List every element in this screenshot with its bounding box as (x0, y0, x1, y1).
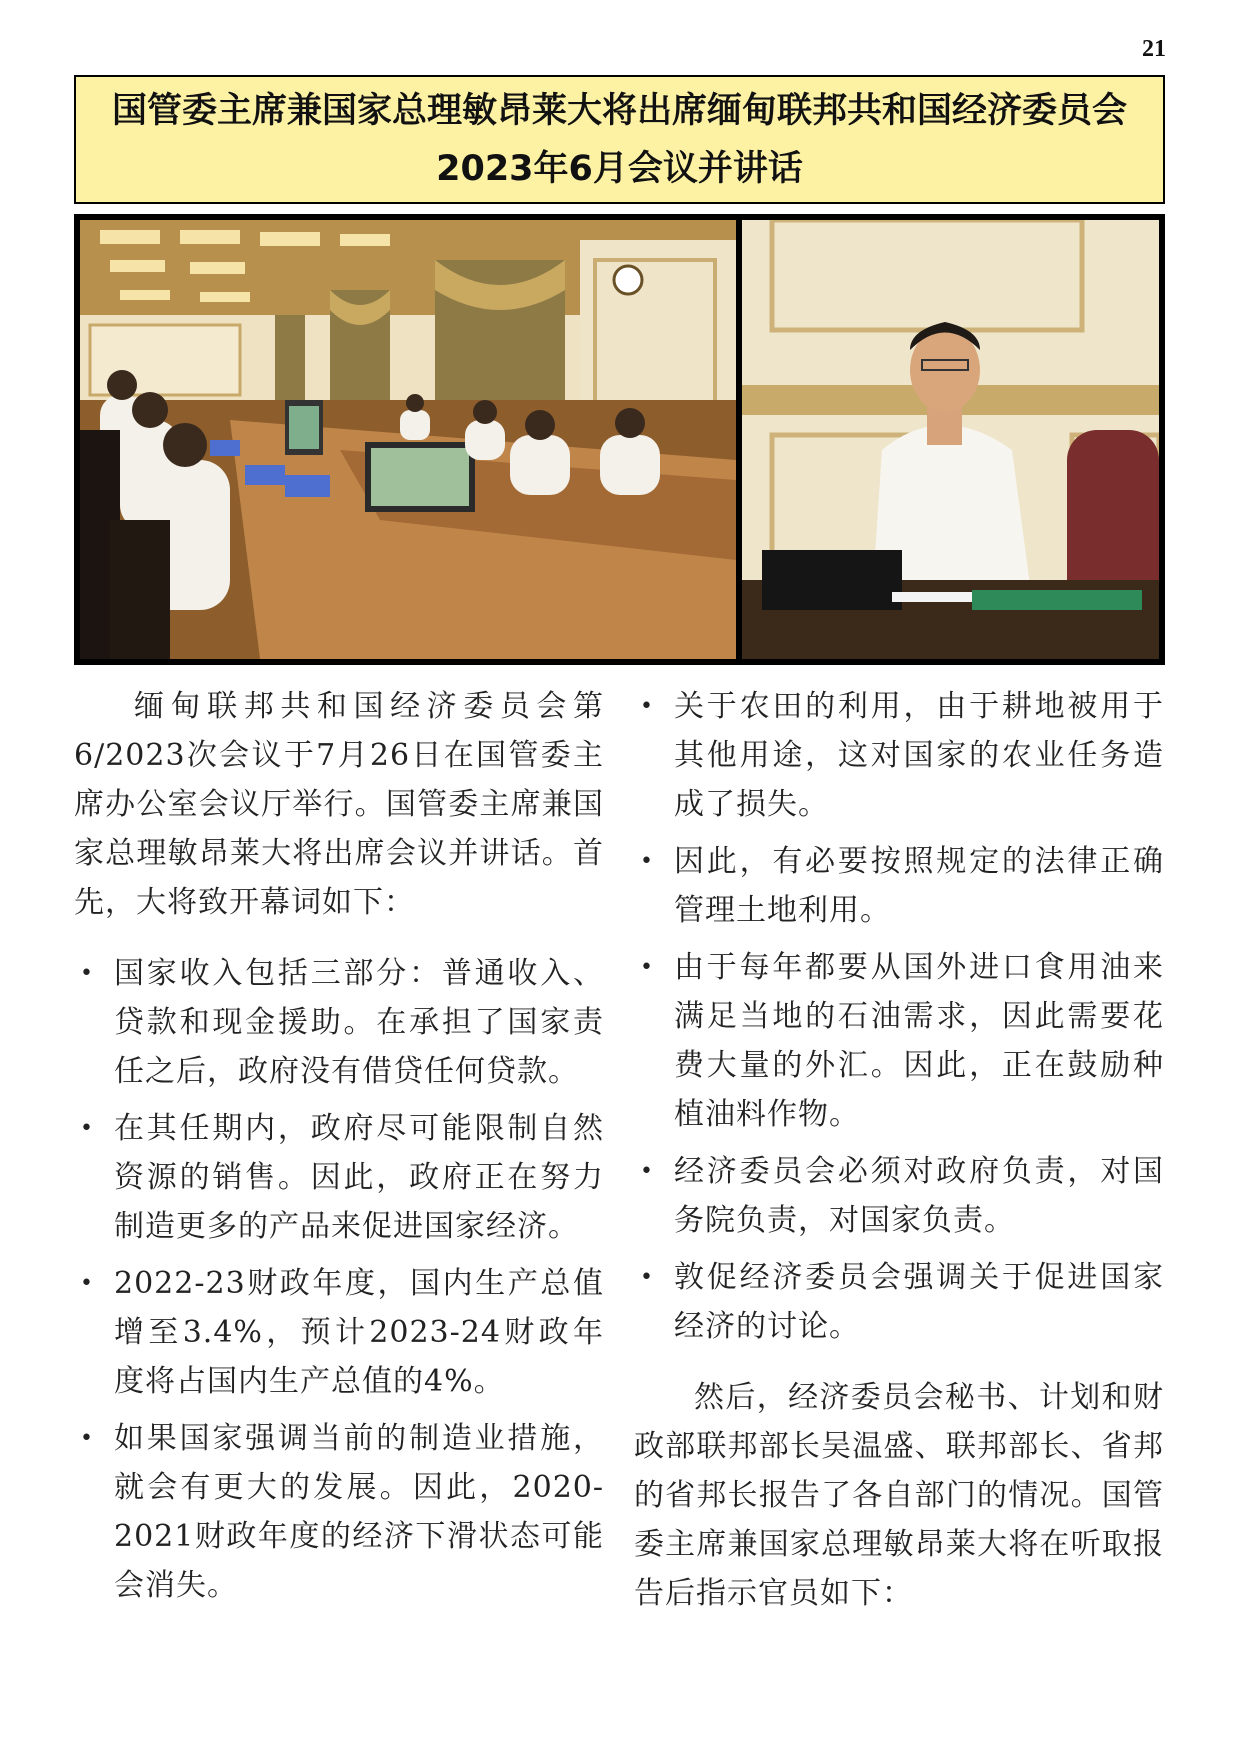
list-item: • 由于每年都要从国外进口食用油来满足当地的石油需求，因此需要花费大量的外汇。因此，正在鼓励种植油料作物。 (634, 943, 1164, 1139)
title-banner (74, 75, 1165, 204)
left-bullet-list (74, 949, 604, 1610)
right-column (634, 682, 1164, 1618)
closing-paragraph: 然后，经济委员会秘书、计划和财政部联邦部长吴温盛、联邦部长、省邦的省邦长报告了各自部门的情况。国管委主席兼国家总理敏昂莱大将在听取报告后指示官员如下： (634, 1380, 1164, 1611)
bullet-icon: • (80, 1271, 94, 1296)
bullet-icon: • (80, 961, 94, 986)
bullet-icon: • (640, 849, 654, 874)
bullet-icon: • (80, 1116, 94, 1141)
page-number: 21 (1142, 36, 1166, 62)
list-item: • 国家收入包括三部分：普通收入、贷款和现金援助。在承担了国家责任之后，政府没有借贷任何贷款。 (74, 949, 604, 1096)
bullet-icon: • (640, 955, 654, 980)
bullet-icon: • (640, 694, 654, 719)
list-item: • 关于农田的利用，由于耕地被用于其他用途，这对国家的农业任务造成了损失。 (634, 682, 1164, 829)
meeting-hall-photo (80, 220, 736, 659)
list-item: • 如果国家强调当前的制造业措施，就会有更大的发展。因此，2020-2021财政年度的经济下滑状态可能会消失。 (74, 1414, 604, 1610)
list-item: • 在其任期内，政府尽可能限制自然资源的销售。因此，政府正在努力制造更多的产品来促进国家经济。 (74, 1104, 604, 1251)
bullet-icon: • (640, 1159, 654, 1184)
list-item: • 经济委员会必须对政府负责，对国务院负责，对国家负责。 (634, 1147, 1164, 1245)
bullet-icon: • (80, 1426, 94, 1451)
right-bullet-list (634, 682, 1164, 1351)
left-column (74, 682, 604, 1618)
intro-paragraph: 缅甸联邦共和国经济委员会第6/2023次会议于7月26日在国管委主席办公室会议厅举行。国管委主席兼国家总理敏昂莱大将出席会议并讲话。首先，大将致开幕词如下： (74, 689, 604, 920)
list-item: • 因此，有必要按照规定的法律正确管理土地利用。 (634, 837, 1164, 935)
list-item: • 2022-23财政年度，国内生产总值增至3.4%，预计2023-24财政年度将占国内生产总值的4%。 (74, 1259, 604, 1406)
speaker-photo (742, 220, 1159, 659)
bullet-icon: • (640, 1265, 654, 1290)
photo-frame (74, 214, 1165, 665)
page-title: 国管委主席兼国家总理敏昂莱大将出席缅甸联邦共和国经济委员会2023年6月会议并讲话 (111, 90, 1127, 189)
list-item: • 敦促经济委员会强调关于促进国家经济的讨论。 (634, 1253, 1164, 1351)
